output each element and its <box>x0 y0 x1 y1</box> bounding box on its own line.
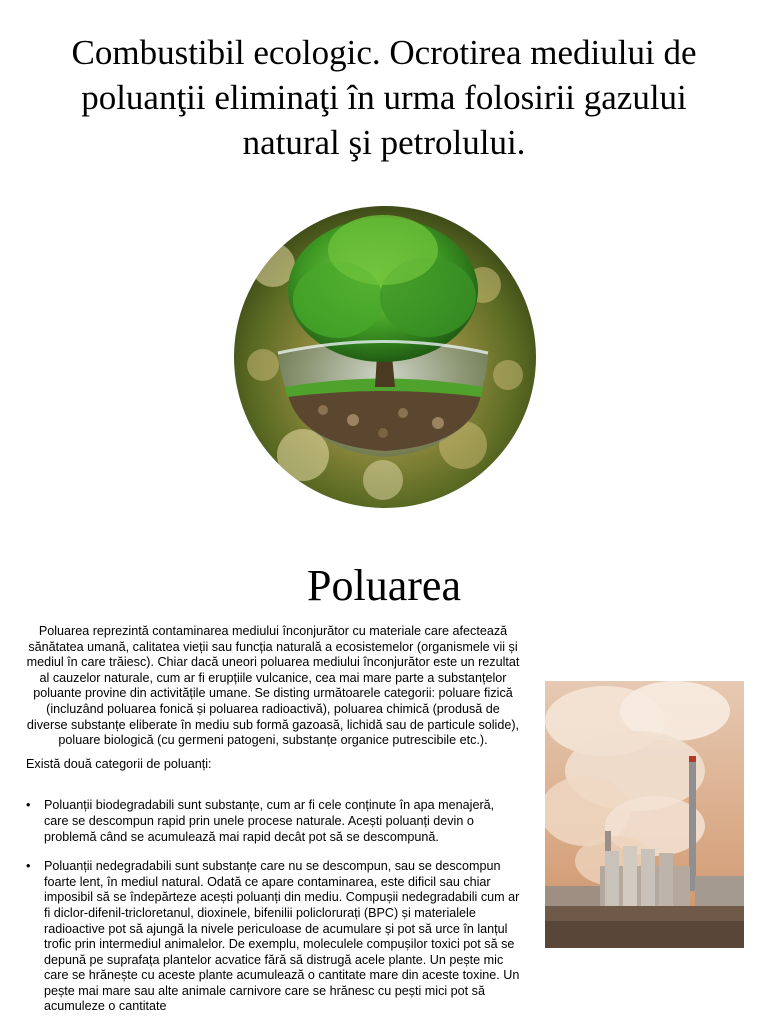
section-heading: Poluarea <box>307 561 461 610</box>
intro-paragraph: Poluarea reprezintă contaminarea mediului înconjurător cu materiale care afectează sănătatea umană, calitatea vieții sau funcția naturală a ecosistemelor (organismele vii și mediul în care trăiesc). Chiar dacă uneori poluarea mediului înconjurător este un rezultat al cauzelor naturale, cum ar fi erupțiile vulcanice, cea mai mare parte a substanțelor poluante provine din activitățile umane. Se disting următoarele categorii: poluare fizică (incluzând poluarea fonică și poluarea radioactivă), poluarea chimică (produsă de diverse substanțe eliberate în mediu sub formă gazoasă, lichidă sau de particule solide), poluare biologică (cu germeni patogeni, substanțe organice putrescibile etc.). <box>26 624 520 748</box>
document-title: Combustibil ecologic. Ocrotirea mediului de poluanţii eliminaţi în urma folosirii gazului natural şi petrolului. <box>71 33 697 162</box>
bullet-marker: • <box>26 859 31 874</box>
list-item-text: Poluanții biodegradabili sunt substanțe, cum ar fi cele conținute în apa menajeră, care se descompun rapid prin unele procese naturale. Acești poluanți devin o problemă când se acumulează mai rapid decât pot să se descompună. <box>44 798 495 844</box>
list-item <box>26 798 520 845</box>
list-item <box>26 859 520 1015</box>
categories-intro: Există două categorii de poluanți: <box>26 756 212 771</box>
factory-smoke-image <box>545 681 744 948</box>
bullet-marker: • <box>26 798 31 813</box>
pollutant-list <box>26 798 520 1015</box>
tree-globe-image <box>233 205 537 509</box>
body-text <box>26 624 520 1024</box>
list-item-text: Poluanții nedegradabili sunt substanțe care nu se descompun, sau se descompun foarte lent, în mediul natural. Odată ce apare contaminarea, este dificil sau chiar imposibil să se îndepărteze acești poluanți din mediu. Compușii nedegradabili cum ar fi diclor-difenil-tricloretanul, dioxinele, bifenilii policlorurați (BPC) și materialele radioactive pot să ajungă la nivele periculoase de acumulare și pot să urce în lanțul trofic prin intermediul animalelor. De exemplu, moleculele compușilor toxici pot să se depună pe suprafața plantelor acvatice fără să distrugă acele plante. Un pește mic care se hrănește cu aceste plante acumulează o cantitate mare din aceste toxine. Un pește mai mare sau alte animale carnivore care se hrănesc cu pești mici pot să acumuleze o cantitate <box>44 859 520 1014</box>
